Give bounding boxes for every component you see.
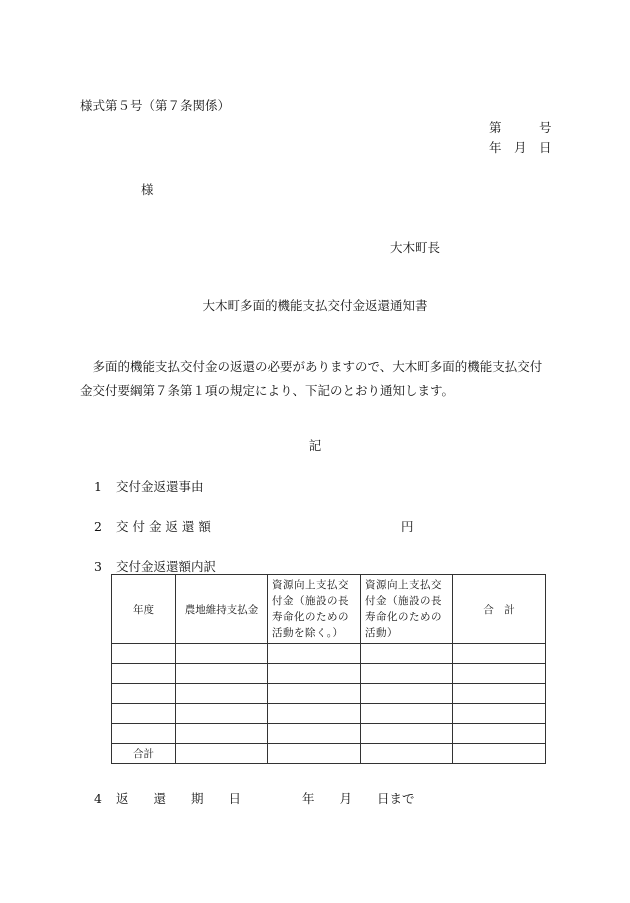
table-row [112,704,546,724]
table-cell[interactable] [361,724,453,744]
table-row [112,644,546,664]
table-row [112,664,546,684]
item-2-unit: 円 [401,519,414,534]
header-farmland: 農地維持支払金 [176,575,268,644]
table-header-row [112,575,546,644]
table-cell[interactable] [361,704,453,724]
header-resource-longevity: 資源向上支払交付金（施設の長寿命化のための活動） [361,575,453,644]
form-number: 様式第５号（第７条関係） [80,98,231,113]
table-cell[interactable] [453,664,546,684]
item-2 [94,517,211,535]
item-1-label: 交付金返還事由 [116,479,204,494]
table-cell[interactable] [176,644,268,664]
table-cell[interactable] [453,744,546,764]
item-2-number: 2 [94,519,102,534]
item-4-date: 年 月 日まで [302,791,415,806]
addressee-suffix: 様 [141,182,154,197]
header-year: 年度 [112,575,176,644]
table-cell[interactable] [268,684,361,704]
ki-heading: 記 [308,438,322,453]
table-cell[interactable] [453,644,546,664]
document-title: 大木町多面的機能支払交付金返還通知書 [202,298,428,313]
breakdown-table [111,574,546,764]
table-cell[interactable] [453,724,546,744]
table-cell[interactable] [268,704,361,724]
document-date: 年 月 日 [489,140,552,155]
table-cell[interactable] [112,704,176,724]
total-label: 合計 [112,744,176,764]
item-1-number: 1 [94,479,102,494]
table-cell[interactable] [361,684,453,704]
issuer: 大木町長 [390,240,441,255]
table-cell[interactable] [176,704,268,724]
item-4-label: 返 還 期 日 [116,791,242,806]
body-text: 多面的機能支払交付金の返還の必要がありますので、大木町多面的機能支払交付金交付要綱第７条第１項の規定により、下記のとおり通知します。 [80,359,543,398]
table-cell[interactable] [361,664,453,684]
table-cell[interactable] [176,684,268,704]
item-2-label: 交 付 金 返 還 額 [116,519,211,534]
table-cell[interactable] [176,664,268,684]
header-resource-excl: 資源向上支払交付金（施設の長寿命化のための活動を除く。） [268,575,361,644]
item-3-label: 交付金返還額内訳 [116,559,217,574]
table-cell[interactable] [453,704,546,724]
table-cell[interactable] [112,644,176,664]
table-row [112,684,546,704]
table-cell[interactable] [176,724,268,744]
document-number: 第 号 [489,120,552,135]
table-cell[interactable] [112,684,176,704]
item-4 [94,789,241,807]
header-total: 合 計 [453,575,546,644]
table-cell[interactable] [112,664,176,684]
table-cell[interactable] [268,664,361,684]
item-3 [94,557,216,575]
table-cell[interactable] [268,644,361,664]
table-row [112,724,546,744]
table-cell[interactable] [361,744,453,764]
table-cell[interactable] [268,744,361,764]
table-cell[interactable] [268,724,361,744]
table-cell[interactable] [176,744,268,764]
table-cell[interactable] [453,684,546,704]
item-4-number: 4 [94,791,102,806]
item-3-number: 3 [94,559,102,574]
table-cell[interactable] [361,644,453,664]
table-total-row [112,744,546,764]
item-1 [94,477,204,495]
table-cell[interactable] [112,724,176,744]
